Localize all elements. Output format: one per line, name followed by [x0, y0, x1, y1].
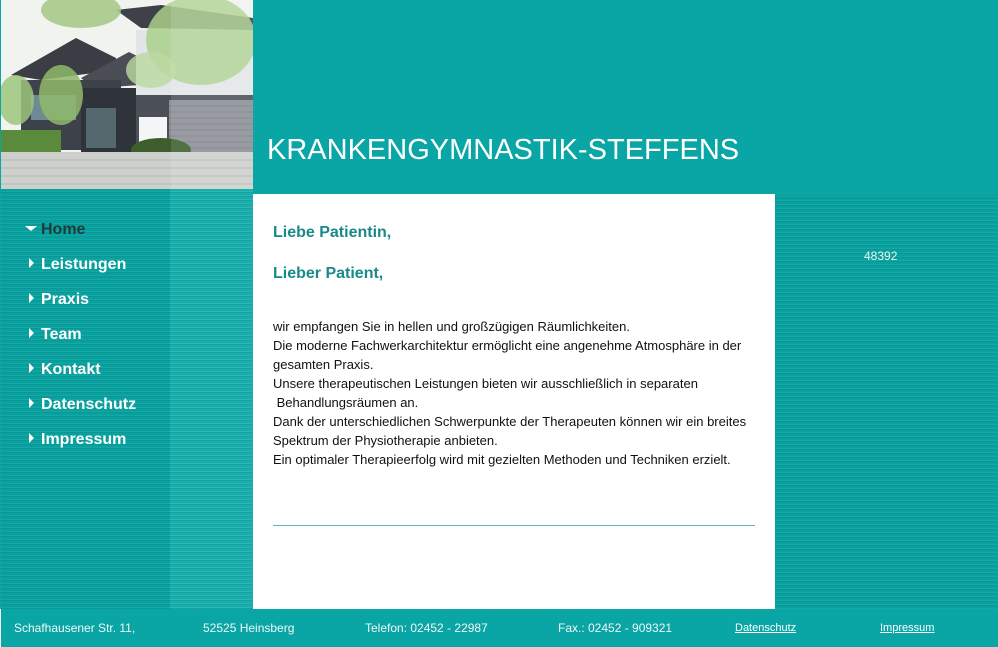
nav-item-home[interactable] [25, 221, 136, 256]
nav-item-label: Impressum [41, 431, 127, 448]
triangle-right-icon [25, 291, 41, 309]
greeting-heading-patientin: Liebe Patientin, [273, 224, 392, 241]
triangle-right-icon [25, 361, 41, 379]
site-title: KRANKENGYMNASTIK-STEFFENS [267, 134, 740, 166]
greeting-heading-patient: Lieber Patient, [273, 265, 384, 282]
footer [0, 609, 998, 647]
nav-item-label: Leistungen [41, 256, 127, 273]
nav-item-kontakt[interactable] [25, 361, 136, 396]
intro-text [273, 317, 763, 469]
triangle-right-icon [25, 326, 41, 344]
triangle-right-icon [25, 396, 41, 414]
footer-street: Schafhausener Str. 11, [14, 621, 136, 635]
intro-line: Die moderne Fachwerkarchitektur ermöglicht eine angenehme Atmosphäre in der gesamten Praxis. [273, 338, 742, 372]
nav-item-label: Praxis [41, 291, 90, 308]
main-content [253, 194, 775, 609]
intro-line: Unsere therapeutischen Leistungen bieten wir ausschließlich in separaten [273, 376, 698, 391]
footer-imprint-link[interactable]: Impressum [880, 622, 935, 634]
header-banner [253, 0, 998, 194]
intro-line: Ein optimaler Therapieerfolg wird mit gezielten Methoden und Techniken erzielt. [273, 452, 731, 467]
nav-item-datenschutz[interactable] [25, 396, 136, 431]
footer-phone: Telefon: 02452 - 22987 [365, 621, 488, 635]
visitor-counter: 48392 [864, 249, 898, 263]
intro-line: Behandlungsräumen an. [273, 395, 419, 410]
triangle-down-icon [25, 221, 41, 239]
nav-item-label: Kontakt [41, 361, 101, 378]
sidebar [1, 189, 170, 609]
nav-item-label: Home [41, 221, 86, 238]
content-divider [273, 525, 755, 526]
intro-line: Dank der unterschiedlichen Schwerpunkte der Therapeuten können wir ein breites Spektrum der Physiotherapie anbieten. [273, 414, 747, 448]
header-photo-building [1, 0, 253, 189]
right-panel [775, 194, 998, 609]
sidebar-accent-column [170, 189, 253, 609]
intro-line: wir empfangen Sie in hellen und großzügigen Räumlichkeiten. [273, 319, 630, 334]
main-navigation [25, 221, 136, 466]
nav-item-label: Datenschutz [41, 396, 137, 413]
footer-fax: Fax.: 02452 - 909321 [558, 621, 673, 635]
nav-item-team[interactable] [25, 326, 136, 361]
triangle-right-icon [25, 256, 41, 274]
nav-item-label: Team [41, 326, 82, 343]
nav-item-leistungen[interactable] [25, 256, 136, 291]
nav-item-praxis[interactable] [25, 291, 136, 326]
footer-privacy-link[interactable]: Datenschutz [735, 622, 797, 634]
nav-item-impressum[interactable] [25, 431, 136, 466]
triangle-right-icon [25, 431, 41, 449]
footer-city: 52525 Heinsberg [203, 621, 295, 635]
